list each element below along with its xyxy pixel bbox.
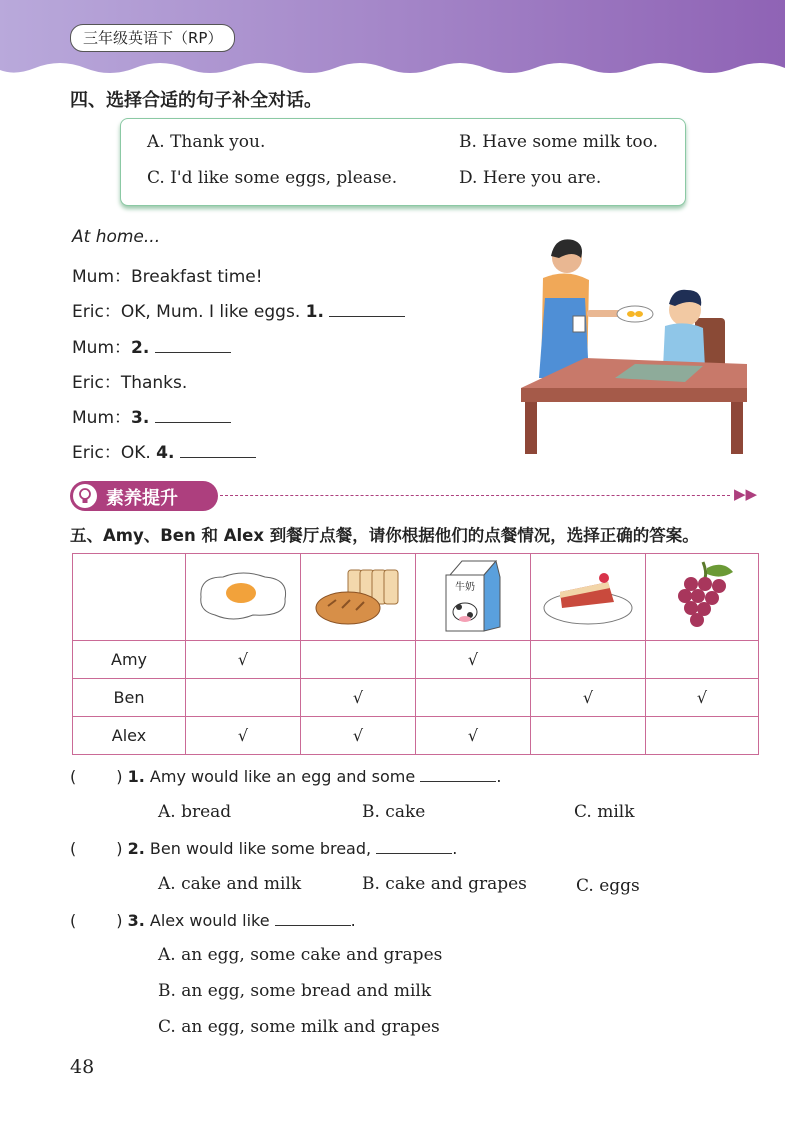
question-text: Amy would like an egg and some (149, 767, 416, 786)
choice-a: A. bread (158, 802, 232, 822)
check-cell (646, 641, 759, 679)
food-cell (646, 554, 759, 641)
table-row (73, 679, 759, 717)
choice-c: C. milk (574, 802, 635, 822)
food-cell (301, 554, 416, 641)
paren-close: ) (116, 767, 123, 786)
section5-title: 五、Amy、Ben 和 Alex 到餐厅点餐，请你根据他们的点餐情况，选择正确的答案。 (70, 526, 699, 545)
row-name: Amy (73, 641, 186, 679)
check-cell (531, 717, 646, 755)
badge-label: 素养提升 (106, 488, 178, 509)
check-cell (646, 679, 759, 717)
option-d: D. Here you are. (459, 168, 602, 188)
check-cell (301, 717, 416, 755)
grapes-icon (667, 558, 737, 632)
cake-icon (538, 562, 638, 628)
choice-c: C. an egg, some milk and grapes (158, 1017, 440, 1037)
food-cell (186, 554, 301, 641)
scene-label: At home... (72, 227, 161, 247)
speaker: Eric (72, 373, 104, 393)
question-end: . (350, 911, 356, 930)
line-text: Breakfast time! (131, 267, 263, 287)
bread-icon (308, 562, 408, 628)
checkmark: √ (237, 726, 249, 745)
check-cell (301, 679, 416, 717)
option-a: A. Thank you. (147, 132, 266, 152)
answer-blank[interactable] (155, 338, 231, 353)
question-3 (70, 911, 356, 930)
check-cell (531, 641, 646, 679)
food-cell (531, 554, 646, 641)
checkmark: √ (352, 688, 364, 707)
answer-blank[interactable] (180, 443, 256, 458)
choice-a: A. an egg, some cake and grapes (158, 945, 443, 965)
literacy-badge (70, 481, 218, 511)
option-b: B. Have some milk too. (459, 132, 658, 152)
milk-label: 牛奶 (455, 582, 475, 593)
question-number: 1. (127, 767, 145, 786)
egg-icon (193, 565, 293, 625)
checkmark: √ (467, 726, 479, 745)
question-text: Ben would like some bread, (149, 839, 372, 858)
line-text: Thanks. (120, 373, 188, 393)
answer-blank[interactable] (155, 408, 231, 423)
choice-b: B. an egg, some bread and milk (158, 981, 432, 1001)
choice-b: B. cake (362, 802, 426, 822)
milk-carton-icon (438, 557, 508, 633)
speaker: Mum (72, 408, 115, 428)
answer-blank[interactable] (420, 767, 496, 782)
question-number: 3. (127, 911, 145, 930)
double-arrow-icon: ▶▶ (734, 485, 758, 503)
blank-number: 1. (305, 302, 324, 322)
question-2 (70, 839, 457, 858)
line-text: OK, Mum. I like eggs. (120, 302, 301, 322)
book-tag: 三年级英语下（RP） (70, 24, 235, 52)
blank-number: 2. (131, 338, 150, 358)
choice-a: A. cake and milk (158, 874, 302, 894)
header-banner (0, 0, 800, 80)
blank-number: 3. (131, 408, 150, 428)
checkmark: √ (582, 688, 594, 707)
options-box (120, 118, 686, 206)
speaker: Mum (72, 267, 115, 287)
row-name: Ben (73, 679, 186, 717)
check-cell (301, 641, 416, 679)
blank-number: 4. (156, 443, 175, 463)
corner-cell (73, 554, 186, 641)
dialogue-line: Mum：3. (72, 403, 231, 428)
question-text: Alex would like (149, 911, 270, 930)
table-header-row (73, 554, 759, 641)
option-c: C. I'd like some eggs, please. (147, 168, 398, 188)
speaker: Mum (72, 338, 115, 358)
checkmark: √ (237, 650, 249, 669)
check-cell (416, 679, 531, 717)
dialogue-line: Mum：Breakfast time! (72, 267, 263, 287)
table-row (73, 641, 759, 679)
section4-title: 四、选择合适的句子补全对话。 (70, 90, 322, 111)
paren-close: ) (116, 911, 123, 930)
speaker: Eric (72, 302, 104, 322)
paren-close: ) (116, 839, 123, 858)
answer-blank[interactable] (275, 911, 351, 926)
line-text: OK. (120, 443, 151, 463)
divider-dashed (220, 495, 730, 496)
check-cell (531, 679, 646, 717)
paren-open: ( (70, 839, 77, 858)
check-cell (186, 679, 301, 717)
answer-blank[interactable] (376, 839, 452, 854)
checkmark: √ (467, 650, 479, 669)
breakfast-illustration (515, 228, 755, 456)
check-cell (186, 641, 301, 679)
table-row (73, 717, 759, 755)
checkmark: √ (696, 688, 708, 707)
paren-open: ( (70, 911, 77, 930)
checkmark: √ (352, 726, 364, 745)
page-number: 48 (70, 1056, 95, 1078)
check-cell (416, 641, 531, 679)
question-end: . (496, 767, 502, 786)
lightbulb-icon (73, 484, 97, 508)
question-end: . (452, 839, 458, 858)
dialogue-line: Eric：OK, Mum. I like eggs. 1. (72, 297, 405, 322)
question-1 (70, 767, 501, 786)
speaker: Eric (72, 443, 104, 463)
dialogue-line: Mum：2. (72, 333, 231, 358)
order-table (72, 553, 759, 755)
check-cell (416, 717, 531, 755)
check-cell (646, 717, 759, 755)
choice-c: C. eggs (576, 876, 640, 896)
dialogue-line: Eric：Thanks. (72, 373, 188, 393)
paren-open: ( (70, 767, 77, 786)
choice-b: B. cake and grapes (362, 874, 527, 894)
food-cell (416, 554, 531, 641)
row-name: Alex (73, 717, 186, 755)
check-cell (186, 717, 301, 755)
question-number: 2. (127, 839, 145, 858)
dialogue-line: Eric：OK. 4. (72, 438, 256, 463)
answer-blank[interactable] (329, 302, 405, 317)
